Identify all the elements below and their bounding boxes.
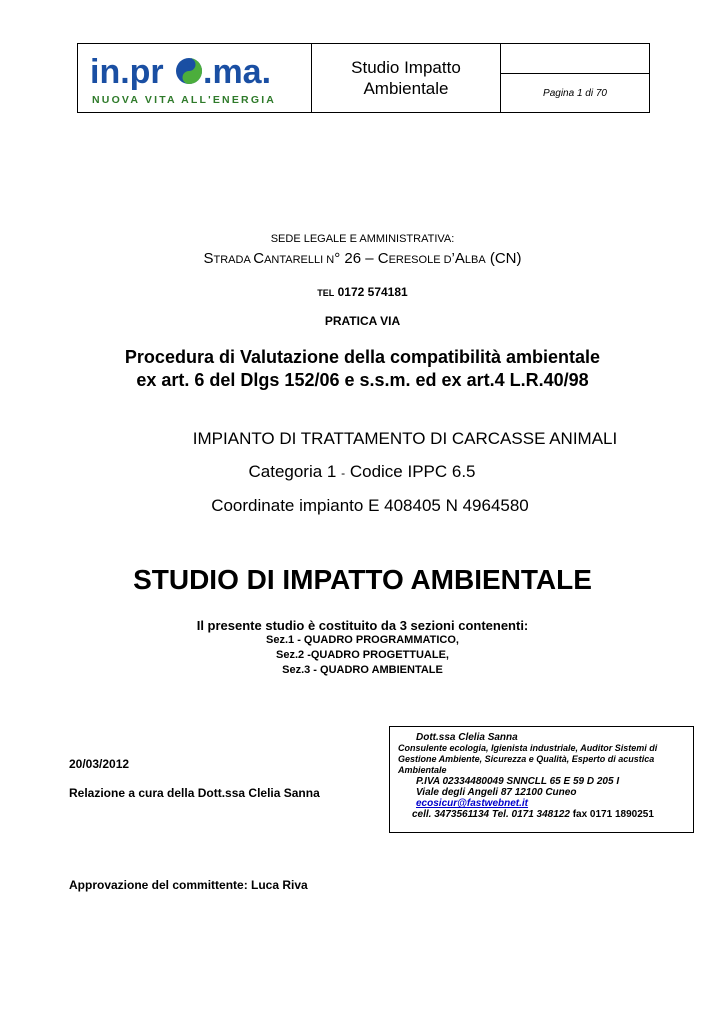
company-phone: TEL 0172 574181 [317,285,408,299]
logo-prefix: in.pr [89,53,164,91]
section-item: Sez.2 -QUADRO PROGETTUALE, [276,649,449,661]
contact-role: Consulente ecologia, Igienista industriale, Auditor Sistemi di Gestione Ambiente, Sicurezza e Qualità, Esperto di acustica Ambientale [398,743,658,775]
logo-cell [78,44,312,113]
sections-list [0,618,725,678]
page-number: Pagina 1 di 70 [501,74,650,113]
sede-label: SEDE LEGALE E AMMINISTRATIVA: [270,233,455,245]
contact-name: Dott.ssa Clelia Sanna [416,732,518,743]
contact-email-link[interactable]: ecosicur@fastwebnet.it [416,798,529,809]
sections-intro: Il presente studio è costituito da 3 sezioni contenenti: [196,618,529,633]
logo-suffix: .ma. [202,53,271,91]
procedure-heading: Procedura di Valutazione della compatibilità ambientale ex art. 6 del Dlgs 152/06 e s.s.m. ed ex art.4 L.R.40/98 [124,347,601,390]
main-title: STUDIO DI IMPATTO AMBIENTALE [133,564,592,595]
section-item: Sez.3 - QUADRO AMBIENTALE [282,664,443,676]
contact-piva: P.IVA 02334480049 SNNCLL 65 E 59 D 205 I [416,776,620,787]
logo-tagline: NUOVA VITA ALL'ENERGIA [91,94,277,106]
report-author: Relazione a cura della Dott.ssa Clelia Sanna [69,786,320,800]
client-approval: Approvazione del committente: Luca Riva [69,878,308,892]
doc-title-cell [311,44,500,113]
company-address: STRADA CANTARELLI N° 26 – CERESOLE D’ALBA (CN) [203,250,522,267]
contact-address: Viale degli Angeli 87 12100 Cuneo [416,787,577,798]
contact-phones: cell. 3473561134 Tel. 0171 348122 fax 0171 1890251 [412,809,654,820]
yin-yang-icon [176,58,202,84]
header-table [77,43,650,113]
plant-name: IMPIANTO DI TRATTAMENTO DI CARCASSE ANIMALI [192,429,618,448]
document-date: 20/03/2012 [69,757,130,771]
contact-box [389,726,694,833]
doc-title-line2: Ambientale [363,79,449,98]
doc-title-line1: Studio Impatto [351,58,461,77]
plant-category: Categoria 1 - Codice IPPC 6.5 [248,462,476,481]
section-item: Sez.1 - QUADRO PROGRAMMATICO, [266,634,459,646]
plant-coordinates: Coordinate impianto E 408405 N 4964580 [211,496,529,515]
inproma-logo [82,47,307,109]
blank-cell [501,44,650,74]
pratica-label: PRATICA VIA [324,314,401,328]
